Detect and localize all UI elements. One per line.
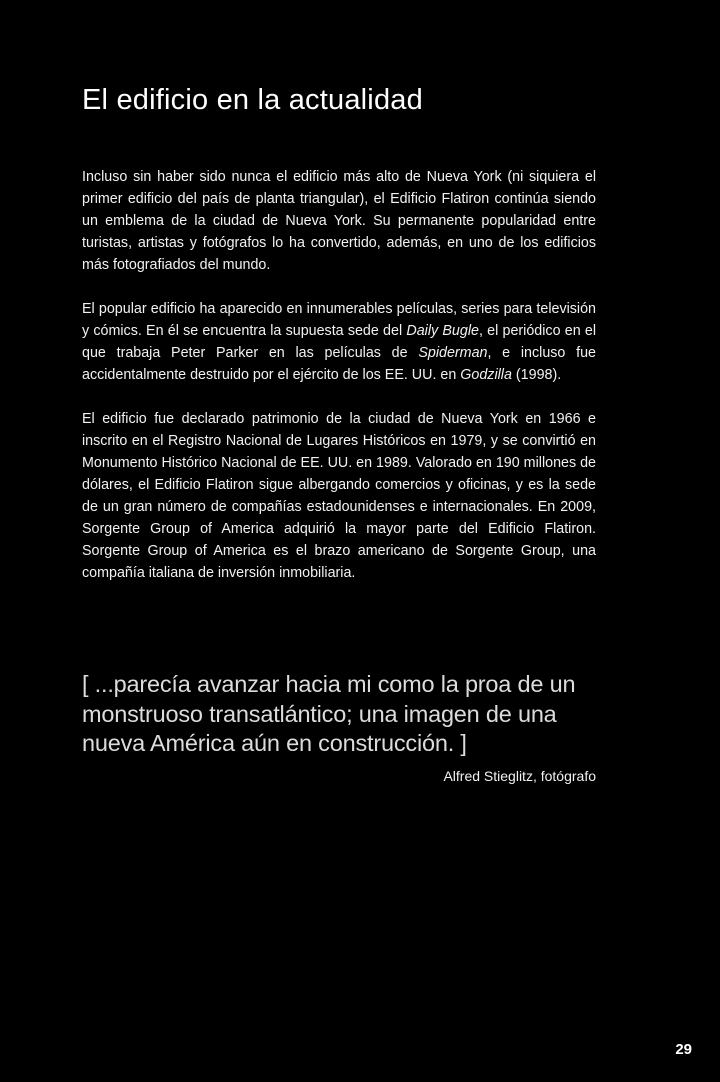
paragraph-1: Incluso sin haber sido nunca el edificio más alto de Nueva York (ni siquiera el primer edificio del país de planta triangular), el Edificio Flatiron continúa siendo un emblema de la ciudad de Nueva York. Su permanente popularidad entre turistas, artistas y fotógrafos lo ha convertido, además, en uno de los edificios más fotografiados del mundo. [82, 169, 596, 273]
page-title: El edificio en la actualidad [82, 84, 423, 116]
body-text [82, 166, 596, 606]
paragraph-2 [82, 298, 596, 386]
paragraph-2-text: El popular edificio ha aparecido en innumerables películas, series para televisión y cómics. En él se encuentra la supuesta sede del [82, 301, 596, 339]
page-number: 29 [675, 1041, 692, 1058]
daily-bugle-title: Daily Bugle [406, 323, 479, 339]
paragraph-3: El edificio fue declarado patrimonio de la ciudad de Nueva York en 1966 e inscrito en el Registro Nacional de Lugares Históricos en 1979, y se convirtió en Monumento Histórico Nacional de EE. UU. en 1989. Valorado en 190 millones de dólares, el Edificio Flatiron sigue albergando comercios y oficinas, y es la sede de un gran número de compañías estadounidenses e internacionales. En 2009, Sorgente Group of America adquirió la mayor parte del Edificio Flatiron. Sorgente Group of America es el brazo americano de Sorgente Group, una compañía italiana de inversión inmobiliaria. [82, 411, 596, 581]
paragraph-2-text: , e incluso fue accidentalmente destruido por el ejército de los EE. UU. en [82, 345, 597, 383]
pull-quote: [ ...parecía avanzar hacia mi como la proa de un monstruoso transatlántico; una imagen de una nueva América aún en construcción. ] [82, 671, 576, 756]
paragraph-2-text: , el periódico en el que trabaja Peter Parker en las películas de [82, 323, 596, 361]
paragraph-2-text: (1998). [511, 367, 562, 383]
spiderman-title: Spiderman [418, 345, 488, 361]
godzilla-title: Godzilla [460, 367, 512, 383]
quote-attribution: Alfred Stieglitz, fotógrafo [443, 768, 596, 784]
